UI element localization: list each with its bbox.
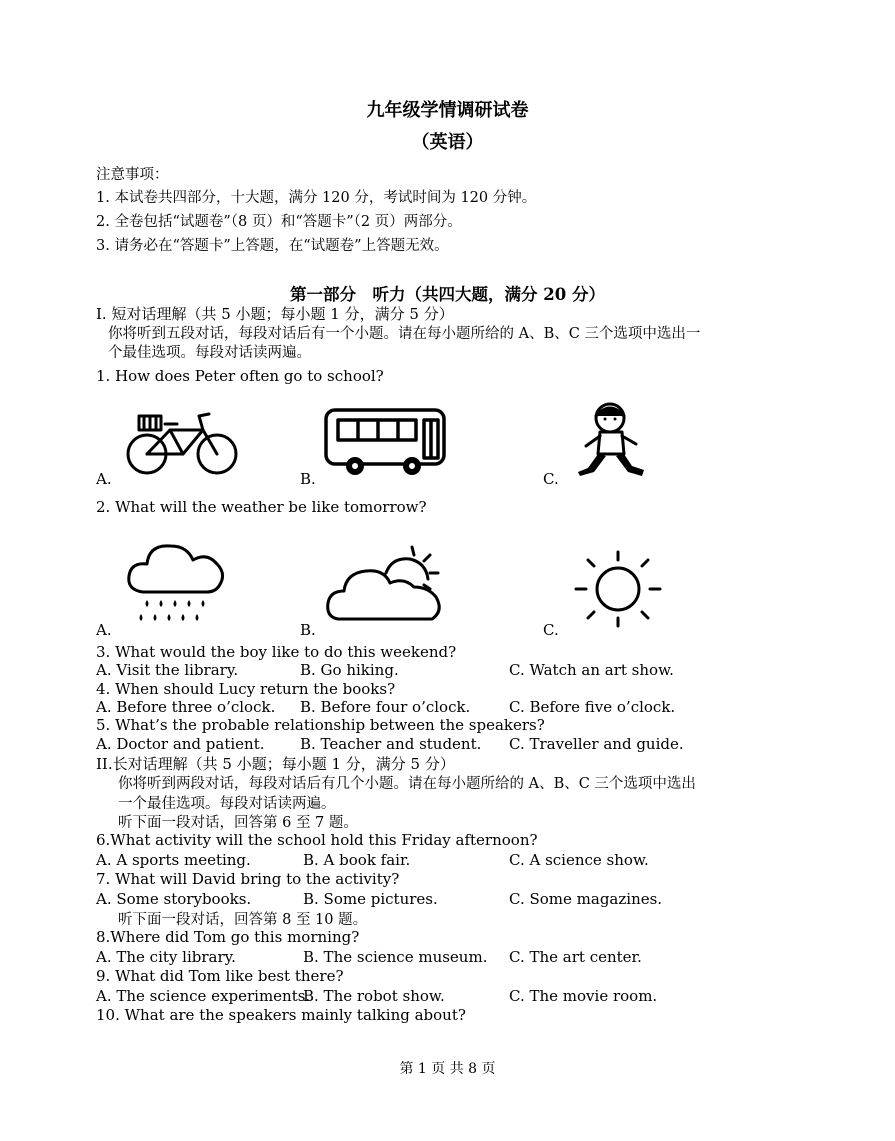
- q1-option-c[interactable]: C.: [543, 470, 559, 488]
- q9-option-b[interactable]: B. The robot show.: [303, 987, 445, 1005]
- bicycle-icon: [125, 410, 240, 475]
- section1-instruction: 你将听到五段对话，每段对话后有一个小题。请在每小题所给的 A、B、C 三个选项中选出一: [108, 326, 701, 342]
- bus-icon: [322, 406, 450, 478]
- q7-option-a[interactable]: A. Some storybooks.: [96, 890, 252, 908]
- section2-instruction: 你将听到两段对话，每段对话后有几个小题。请在每小题所给的 A、B、C 三个选项中选出: [118, 776, 696, 792]
- q2-option-c[interactable]: C.: [543, 621, 559, 639]
- q4-option-b[interactable]: B. Before four o’clock.: [300, 698, 471, 716]
- q3-option-b[interactable]: B. Go hiking.: [300, 661, 399, 679]
- q8-option-a[interactable]: A. The city library.: [96, 948, 236, 966]
- q7-option-b[interactable]: B. Some pictures.: [303, 890, 438, 908]
- question-6: 6.What activity will the school hold this Friday afternoon?: [96, 831, 538, 849]
- q2-option-a[interactable]: A.: [96, 621, 112, 639]
- question-7: 7. What will David bring to the activity?: [96, 870, 400, 888]
- section1-heading: I. 短对话理解（共 5 小题；每小题 1 分，满分 5 分）: [96, 305, 454, 323]
- question-5: 5. What’s the probable relationship between the speakers?: [96, 716, 545, 734]
- exam-subject: （英语）: [411, 132, 484, 153]
- dialogue-intro: 听下面一段对话，回答第 8 至 10 题。: [118, 912, 368, 928]
- q9-option-a[interactable]: A. The science experiments.: [96, 987, 311, 1005]
- q4-option-a[interactable]: A. Before three o’clock.: [96, 698, 276, 716]
- rain-cloud-icon: [125, 540, 227, 626]
- notes-item: 3. 请务必在“答题卡”上答题，在“试题卷”上答题无效。: [96, 238, 449, 254]
- question-2: 2. What will the weather be like tomorrow?: [96, 498, 427, 516]
- q6-option-a[interactable]: A. A sports meeting.: [96, 851, 251, 869]
- dialogue-intro: 听下面一段对话，回答第 6 至 7 题。: [118, 815, 358, 831]
- q1-option-a[interactable]: A.: [96, 470, 112, 488]
- q8-option-b[interactable]: B. The science museum.: [303, 948, 488, 966]
- question-9: 9. What did Tom like best there?: [96, 967, 344, 985]
- question-3: 3. What would the boy like to do this weekend?: [96, 643, 457, 661]
- section1-instruction: 个最佳选项。每段对话读两遍。: [108, 345, 311, 361]
- q2-option-b[interactable]: B.: [300, 621, 316, 639]
- q1-option-b[interactable]: B.: [300, 470, 316, 488]
- q4-option-c[interactable]: C. Before five o’clock.: [509, 698, 676, 716]
- q6-option-b[interactable]: B. A book fair.: [303, 851, 411, 869]
- q8-option-c[interactable]: C. The art center.: [509, 948, 642, 966]
- exam-title: 九年级学情调研试卷: [366, 100, 529, 121]
- section2-instruction: 一个最佳选项。每段对话读两遍。: [118, 796, 336, 812]
- q5-option-c[interactable]: C. Traveller and guide.: [509, 735, 684, 753]
- sun-icon: [574, 550, 662, 628]
- q3-option-a[interactable]: A. Visit the library.: [96, 661, 239, 679]
- partly-cloudy-icon: [324, 545, 448, 625]
- notes-item: 1. 本试卷共四部分，十大题，满分 120 分，考试时间为 120 分钟。: [96, 190, 537, 206]
- q9-option-c[interactable]: C. The movie room.: [509, 987, 658, 1005]
- section2-heading: II.长对话理解（共 5 小题；每小题 1 分，满分 5 分）: [96, 755, 455, 773]
- notes-heading: 注意事项：: [96, 167, 169, 183]
- page-number: 第 1 页 共 8 页: [399, 1061, 496, 1077]
- q6-option-c[interactable]: C. A science show.: [509, 851, 649, 869]
- q5-option-b[interactable]: B. Teacher and student.: [300, 735, 482, 753]
- question-4: 4. When should Lucy return the books?: [96, 680, 396, 698]
- notes-item: 2. 全卷包括“试题卷”（8 页）和“答题卡”（2 页）两部分。: [96, 214, 462, 230]
- walking-boy-icon: [574, 398, 650, 478]
- q3-option-c[interactable]: C. Watch an art show.: [509, 661, 674, 679]
- question-8: 8.Where did Tom go this morning?: [96, 928, 360, 946]
- question-1: 1. How does Peter often go to school?: [96, 367, 384, 385]
- q5-option-a[interactable]: A. Doctor and patient.: [96, 735, 265, 753]
- part1-heading: 第一部分 听力（共四大题，满分 20 分）: [290, 285, 605, 304]
- question-10: 10. What are the speakers mainly talking about?: [96, 1006, 466, 1024]
- q7-option-c[interactable]: C. Some magazines.: [509, 890, 663, 908]
